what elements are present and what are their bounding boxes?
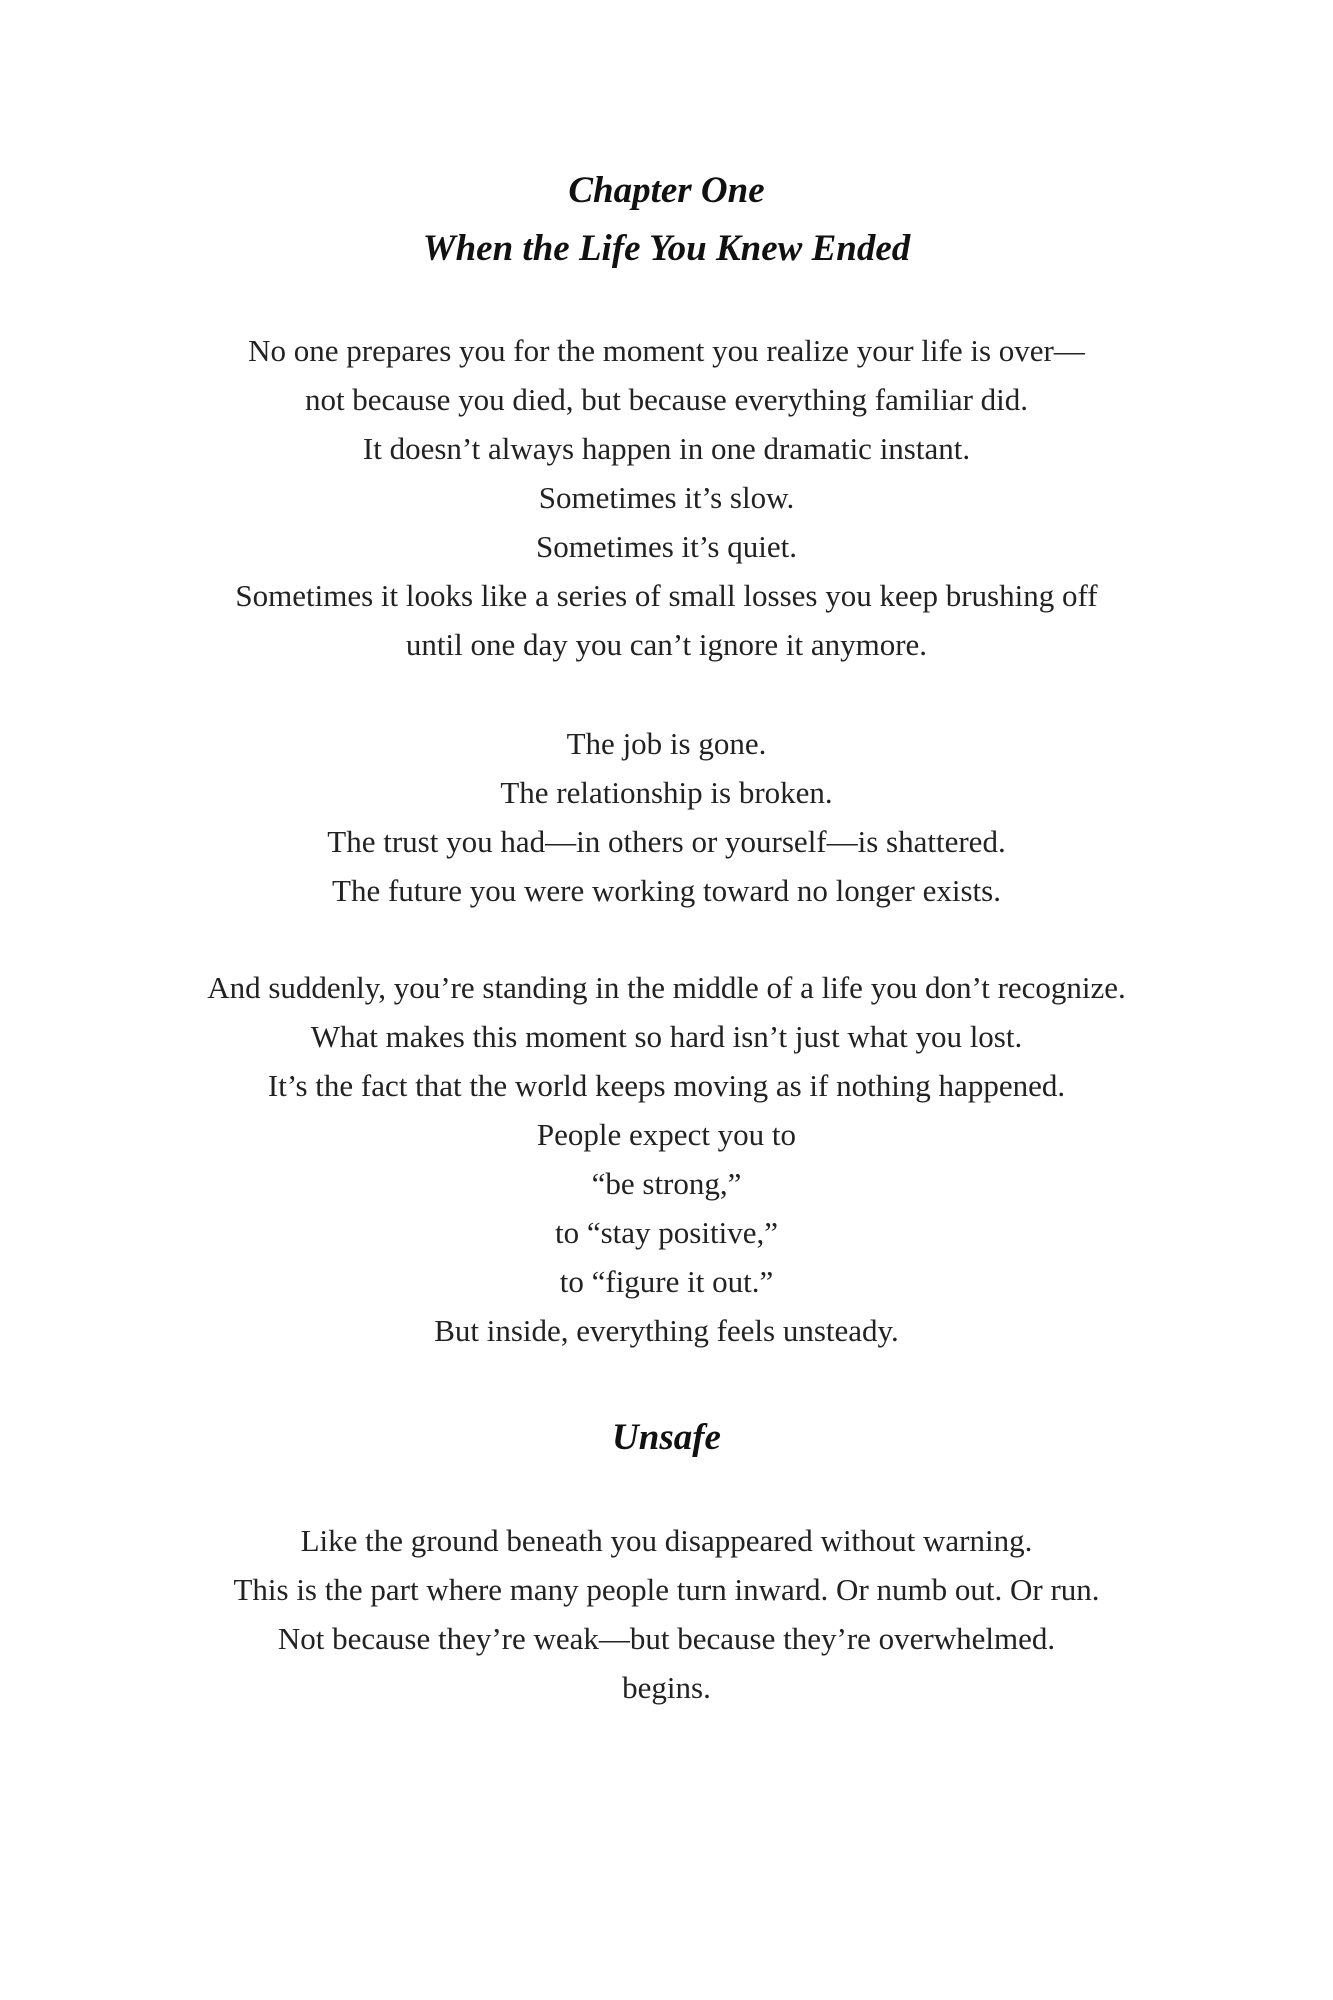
- text-line: The relationship is broken.: [500, 775, 833, 810]
- text-line: Sometimes it’s slow.: [538, 480, 795, 515]
- paragraph-1: [0, 326, 1333, 669]
- text-line: until one day you can’t ignore it anymore.: [405, 627, 928, 662]
- text-line: Sometimes it’s quiet.: [536, 529, 797, 564]
- section-title: Unsafe: [612, 1417, 721, 1458]
- text-line: to “figure it out.”: [559, 1264, 774, 1299]
- text-line: to “stay positive,”: [555, 1215, 778, 1250]
- text-line: Like the ground beneath you disappeared without warning.: [300, 1523, 1033, 1558]
- chapter-number: Chapter One: [568, 170, 765, 211]
- text-line: The job is gone.: [566, 726, 767, 761]
- section-paragraph: [0, 1516, 1333, 1712]
- text-line: What makes this moment so hard isn’t just what you lost.: [310, 1019, 1023, 1054]
- text-line: not because you died, but because everything familiar did.: [304, 382, 1029, 417]
- text-line: But inside, everything feels unsteady.: [434, 1313, 899, 1348]
- text-line: The trust you had—in others or yourself—is shattered.: [327, 824, 1006, 859]
- paragraph-3: [0, 963, 1333, 1355]
- text-line: It’s the fact that the world keeps moving as if nothing happened.: [267, 1068, 1066, 1103]
- text-line: This is the part where many people turn inward. Or numb out. Or run.: [233, 1572, 1100, 1607]
- chapter-title: When the Life You Knew Ended: [422, 228, 911, 269]
- text-line: Not because they’re weak—but because they’re overwhelmed.: [277, 1621, 1056, 1656]
- text-line: Sometimes it looks like a series of small losses you keep brushing off: [235, 578, 1098, 613]
- section-heading: [0, 1409, 1333, 1467]
- text-line: begins.: [622, 1670, 711, 1705]
- text-line: People expect you to: [536, 1117, 797, 1152]
- text-line: It doesn’t always happen in one dramatic instant.: [362, 431, 971, 466]
- text-line: The future you were working toward no longer exists.: [332, 873, 1001, 908]
- text-line: No one prepares you for the moment you realize your life is over—: [248, 333, 1085, 368]
- paragraph-2: [0, 719, 1333, 915]
- text-line: “be strong,”: [591, 1166, 742, 1201]
- chapter-heading: [0, 162, 1333, 278]
- text-line: And suddenly, you’re standing in the middle of a life you don’t recognize.: [207, 970, 1126, 1005]
